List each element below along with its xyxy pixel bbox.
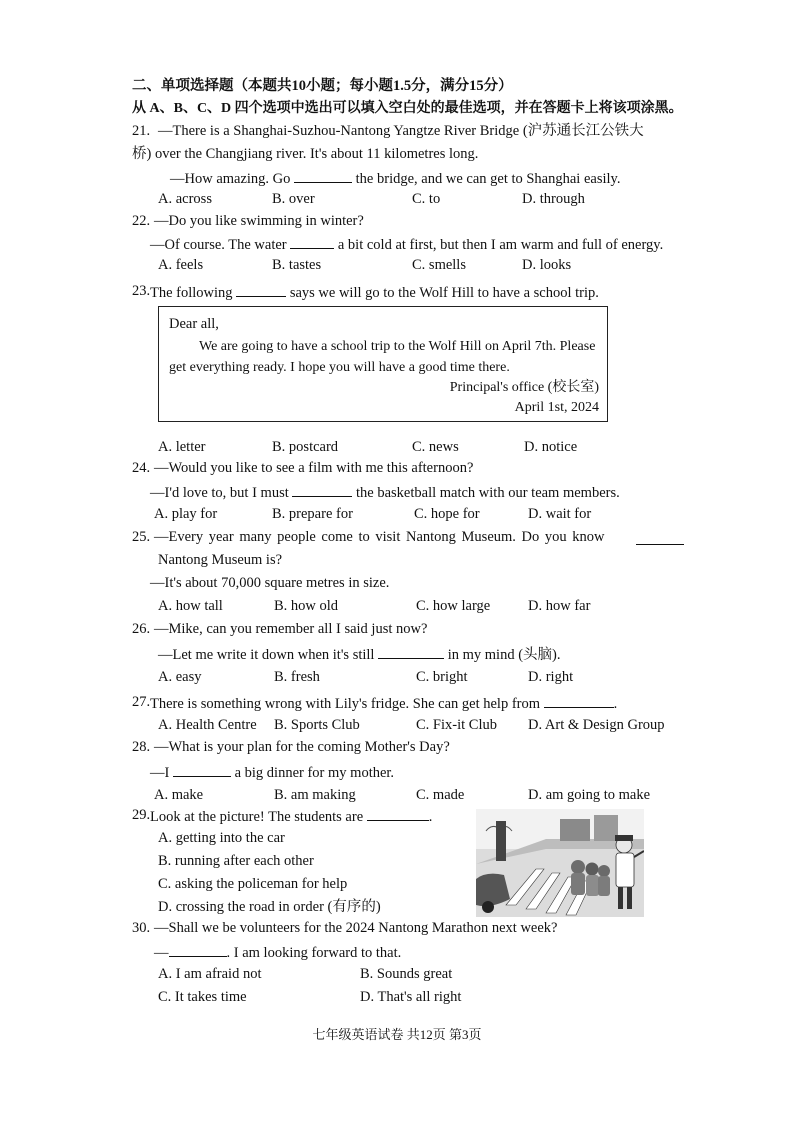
notice-date: April 1st, 2024 (514, 400, 599, 415)
option-d: D. right (528, 669, 574, 685)
question-stem: Nantong Museum is? (158, 552, 283, 568)
question-number: 30. (132, 920, 151, 936)
option-a: A. getting into the car (158, 830, 285, 846)
question-stem (158, 644, 561, 664)
stem-part: the bridge, and we can get to Shanghai easily. (355, 171, 621, 187)
option-a: A. I am afraid not (158, 966, 262, 982)
option-a: A. letter (158, 439, 206, 455)
stem-part: —I'd love to, but I must (150, 485, 289, 501)
question-number: 26. (132, 621, 151, 637)
stem-part: the basketball match with our team members. (356, 485, 620, 501)
section-instruction: 从 A、B、C、D 四个选项中选出可以填入空白处的最佳选项，并在答题卡上将该项涂黑。 (132, 101, 683, 116)
question-stem: Look at the picture! The students are . (150, 806, 432, 826)
answer-blank (236, 282, 286, 297)
option-b: B. postcard (272, 439, 339, 455)
option-c: C. smells (412, 257, 466, 273)
option-d: D. Art & Design Group (528, 717, 665, 733)
option-d: D. am going to make (528, 787, 651, 803)
question-stem: —What is your plan for the coming Mother's Day? (154, 739, 450, 755)
option-d: D. looks (522, 257, 572, 273)
question-number: 29. (132, 807, 151, 823)
stem-part: says we will go to the Wolf Hill to have a school trip. (289, 285, 599, 301)
option-a: A. across (158, 191, 212, 207)
option-a: A. easy (158, 669, 202, 685)
crosswalk-picture (476, 809, 644, 917)
question-stem: —Mike, can you remember all I said just now? (154, 621, 428, 637)
option-a: A. how tall (158, 598, 223, 614)
question-stem: —Shall we be volunteers for the 2024 Nantong Marathon next week? (154, 920, 558, 936)
answer-blank (367, 806, 429, 821)
option-d: D. through (522, 191, 585, 207)
option-c: C. asking the policeman for help (158, 876, 348, 892)
question-stem: 桥) over the Changjiang river. It's about 11 kilometres long. (132, 146, 479, 162)
option-d: D. crossing the road in order (有序的) (158, 899, 381, 915)
option-a: A. feels (158, 257, 204, 273)
question-stem: —Would you like to see a film with me this afternoon? (154, 460, 474, 476)
answer-blank (292, 482, 352, 497)
question-stem: — . I am looking forward to that. (154, 942, 401, 962)
option-c: C. Fix-it Club (416, 717, 497, 733)
notice-body: get everything ready. I hope you will have a good time there. (169, 360, 510, 375)
section-title: 二、单项选择题（本题共10小题；每小题1.5分，满分15分） (132, 78, 513, 94)
stem-part: Look at the picture! The students are (150, 809, 364, 825)
option-c: C. hope for (414, 506, 480, 522)
option-d: D. wait for (528, 506, 592, 522)
page-footer: 七年级英语试卷 共12页 第3页 (312, 1027, 482, 1042)
option-d: D. how far (528, 598, 591, 614)
answer-blank (294, 168, 352, 183)
option-b: B. running after each other (158, 853, 314, 869)
question-number: 22. (132, 213, 151, 229)
stem-part: —Let me write it down when it's still (158, 647, 375, 663)
question-number: 24. (132, 460, 151, 476)
stem-part: a big dinner for my mother. (234, 765, 395, 781)
option-b: B. am making (274, 787, 356, 803)
option-a: A. Health Centre (158, 717, 257, 733)
option-c: C. bright (416, 669, 468, 685)
notice-body: We are going to have a school trip to the Wolf Hill on April 7th. Please (199, 339, 596, 354)
notice-box (158, 306, 608, 422)
answer-blank (290, 234, 334, 249)
stem-part: —Of course. The water (150, 237, 287, 253)
answer-blank (378, 644, 444, 659)
stem-part: The following (150, 285, 233, 301)
notice-signature: Principal's office (校长室) (449, 380, 599, 395)
stem-part: —How amazing. Go (170, 171, 291, 187)
answer-blank (169, 942, 227, 957)
option-b: B. Sports Club (274, 717, 360, 733)
option-d: D. notice (524, 439, 578, 455)
question-stem: There is something wrong with Lily's fridge. She can get help from . (150, 693, 617, 713)
question-stem: —Every year many people come to visit Nantong Museum. Do you know (154, 529, 605, 545)
question-stem: —It's about 70,000 square metres in size. (150, 575, 390, 591)
option-c: C. to (412, 191, 441, 207)
option-c: C. made (416, 787, 465, 803)
answer-blank (544, 693, 614, 708)
option-b: B. Sounds great (360, 966, 453, 982)
option-c: C. how large (416, 598, 491, 614)
stem-part: in my mind (头脑). (447, 647, 561, 663)
option-b: B. fresh (274, 669, 320, 685)
option-d: D. That's all right (360, 989, 462, 1005)
option-c: C. news (412, 439, 459, 455)
question-number: 27. (132, 694, 151, 710)
option-a: A. make (154, 787, 204, 803)
option-b: B. tastes (272, 257, 322, 273)
question-number: 23. (132, 283, 151, 299)
option-b: B. over (272, 191, 315, 207)
answer-blank (173, 762, 231, 777)
stem-part: There is something wrong with Lily's fridge. She can get help from (150, 696, 540, 712)
notice-greeting: Dear all, (169, 316, 219, 332)
question-number: 25. (132, 529, 151, 545)
question-stem (150, 234, 663, 254)
question-number: 28. (132, 739, 151, 755)
option-c: C. It takes time (158, 989, 247, 1005)
stem-part: —I (150, 765, 170, 781)
question-stem (170, 168, 620, 188)
stem-part: . I am looking forward to that. (226, 945, 402, 961)
question-number: 21. (132, 123, 151, 139)
question-stem (150, 282, 599, 302)
question-stem (150, 762, 394, 782)
option-b: B. how old (274, 598, 339, 614)
stem-part: a bit cold at first, but then I am warm and full of energy. (337, 237, 664, 253)
option-a: A. play for (154, 506, 218, 522)
question-stem: —There is a Shanghai-Suzhou-Nantong Yangtze River Bridge (沪苏通长江公铁大 (158, 123, 644, 139)
option-b: B. prepare for (272, 506, 353, 522)
question-stem (150, 482, 620, 502)
answer-blank (636, 530, 684, 545)
question-stem: —Do you like swimming in winter? (154, 213, 364, 229)
